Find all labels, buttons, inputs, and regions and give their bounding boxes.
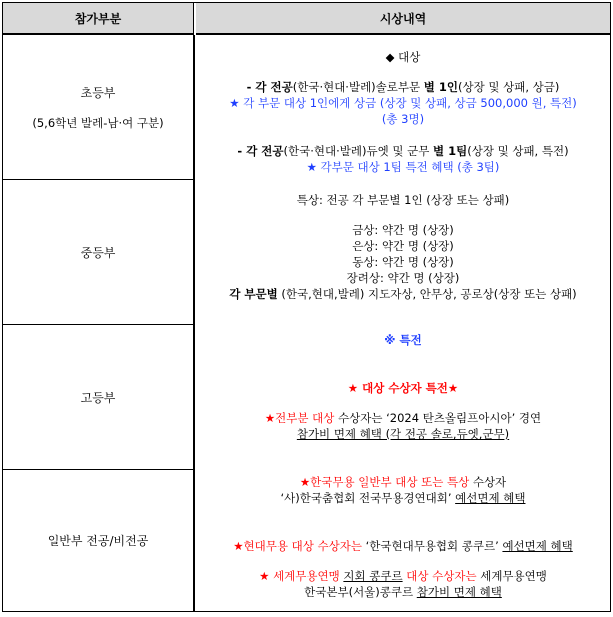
category-high xyxy=(3,325,193,470)
awards-table xyxy=(2,2,611,612)
benefit-line: ‘사)한국춤협회 전국무용경연대회’ 예선면제 혜택 xyxy=(280,491,526,505)
benefit-line: ★ 세계무용연맹 지회 콩쿠르 대상 수상자는 세계무용연맹 xyxy=(259,569,547,583)
category-note: (5,6학년 발레-남·여 구분) xyxy=(32,115,164,130)
award-line: - 각 전공(한국·현대·발레)듀엣 및 군무 별 1팀(상장 및 상패, 특전) xyxy=(237,144,569,158)
award-line: - 각 전공(한국·현대·발레)솔로부문 별 1인(상장 및 상패, 상금) xyxy=(246,80,560,94)
award-line: 특상: 전공 각 부문별 1인 (상장 또는 상패) xyxy=(296,193,510,207)
award-note: (총 3명) xyxy=(381,112,425,126)
header-category: 참가부분 xyxy=(3,3,194,35)
award-line: 은상: 약간 명 (상장) xyxy=(352,239,454,253)
award-line: 금상: 약간 명 (상장) xyxy=(352,223,454,237)
award-line: 각 부문별 (한국,현대,발레) 지도자상, 안무상, 공로상(상장 또는 상패) xyxy=(229,287,577,301)
benefits-heading: ★ 대상 수상자 특전★ xyxy=(347,381,459,395)
award-note: ★ 각부문 대상 1팀 특전 혜택 (총 3팀) xyxy=(306,160,500,174)
award-line: 동상: 약간 명 (상장) xyxy=(352,255,454,269)
benefits-title: ※ 특전 xyxy=(384,333,422,347)
benefit-line: 참가비 면제 혜택 (각 전공 솔로,듀엣,군무) xyxy=(296,427,510,441)
category-middle xyxy=(3,180,193,325)
award-note: ★ 각 부문 대상 1인에게 상금 (상장 및 상패, 상금 500,000 원, 특전) xyxy=(229,96,577,110)
benefit-line: ★현대무용 대상 수상자는 ‘한국현대무용협회 콩쿠르’ 예선면제 혜택 xyxy=(233,539,573,553)
benefit-line: ★한국무용 일반부 대상 또는 특상 수상자 xyxy=(299,475,507,489)
award-line: 장려상: 약간 명 (상장) xyxy=(346,271,460,285)
benefit-line: 한국본부(서울)콩쿠르 참가비 면제 혜택 xyxy=(304,585,502,599)
awards-column xyxy=(196,35,610,611)
category-name: 초등부 xyxy=(80,85,116,100)
grand-prize-title: ◆ 대상 xyxy=(385,50,421,64)
category-name: 중등부 xyxy=(80,245,116,260)
category-elementary xyxy=(3,35,193,180)
category-general xyxy=(3,470,193,611)
header-awards: 시상내역 xyxy=(196,3,610,35)
category-name: 고등부 xyxy=(80,390,116,405)
category-column xyxy=(3,35,194,611)
category-name: 일반부 전공/비전공 xyxy=(47,534,149,548)
benefit-line: ★전부분 대상 수상자는 ‘2024 탄츠올림프아시아’ 경연 xyxy=(264,411,542,425)
